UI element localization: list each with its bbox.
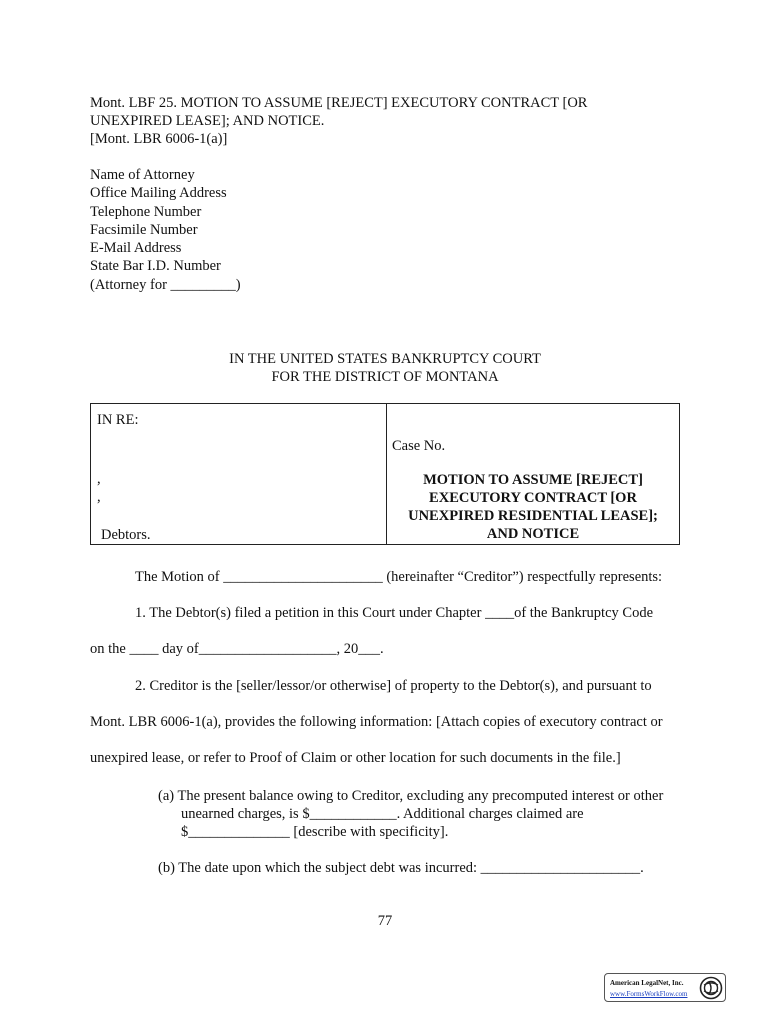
paragraph-1-line-2: on the ____ day of___________________, 20___. [90, 641, 384, 657]
attorney-bar-id: State Bar I.D. Number [90, 258, 221, 274]
debtors-label: Debtors. [101, 527, 151, 543]
attorney-for: (Attorney for _________) [90, 277, 241, 293]
item-a-line-1: (a) The present balance owing to Creditor, excluding any precomputed interest or other [158, 788, 664, 804]
debtor-name-2: , [97, 489, 101, 505]
paragraph-2-line-1: 2. Creditor is the [seller/lessor/or otherwise] of property to the Debtor(s), and pursuant to [135, 678, 652, 694]
attorney-facsimile: Facsimile Number [90, 222, 198, 238]
attorney-email: E-Mail Address [90, 240, 182, 256]
paragraph-2-line-3: unexpired lease, or refer to Proof of Claim or other location for such documents in the file.] [90, 750, 621, 766]
paragraph-2-line-2: Mont. LBR 6006-1(a), provides the following information: [Attach copies of executory contract or [90, 714, 663, 730]
motion-intro: The Motion of ______________________ (hereinafter “Creditor”) respectfully represents: [135, 569, 663, 585]
motion-title-line-3: UNEXPIRED RESIDENTIAL LEASE]; [408, 508, 658, 524]
item-b-line-1: (b) The date upon which the subject debt was incurred: ______________________. [158, 860, 644, 876]
globe-icon [699, 976, 723, 1000]
motion-title-line-1: MOTION TO ASSUME [REJECT] [423, 472, 643, 488]
item-a-line-3: $______________ [describe with specificity]. [181, 824, 449, 840]
item-a-line-2: unearned charges, is $____________. Additional charges claimed are [181, 806, 584, 822]
motion-title-line-2: EXECUTORY CONTRACT [OR [429, 490, 637, 506]
publisher-name: American LegalNet, Inc. [610, 979, 684, 987]
publisher-logo [604, 973, 726, 1002]
debtor-name-1: , [97, 471, 101, 487]
paragraph-1-line-1: 1. The Debtor(s) filed a petition in this Court under Chapter ____of the Bankruptcy Code [135, 605, 653, 621]
court-district: FOR THE DISTRICT OF MONTANA [271, 369, 499, 385]
attorney-name: Name of Attorney [90, 167, 195, 183]
publisher-link[interactable]: www.FormsWorkFlow.com [610, 990, 688, 998]
page-number: 77 [377, 913, 393, 929]
motion-title-line-4: AND NOTICE [486, 526, 580, 542]
rule-reference: [Mont. LBR 6006-1(a)] [90, 131, 228, 147]
attorney-address: Office Mailing Address [90, 185, 227, 201]
in-re-label: IN RE: [97, 412, 139, 428]
attorney-telephone: Telephone Number [90, 204, 202, 220]
form-title-line-2: UNEXPIRED LEASE]; AND NOTICE. [90, 113, 325, 129]
form-title-line-1: Mont. LBF 25. MOTION TO ASSUME [REJECT] EXECUTORY CONTRACT [OR [90, 95, 588, 111]
case-number-label: Case No. [392, 438, 446, 454]
court-name: IN THE UNITED STATES BANKRUPTCY COURT [229, 351, 541, 367]
